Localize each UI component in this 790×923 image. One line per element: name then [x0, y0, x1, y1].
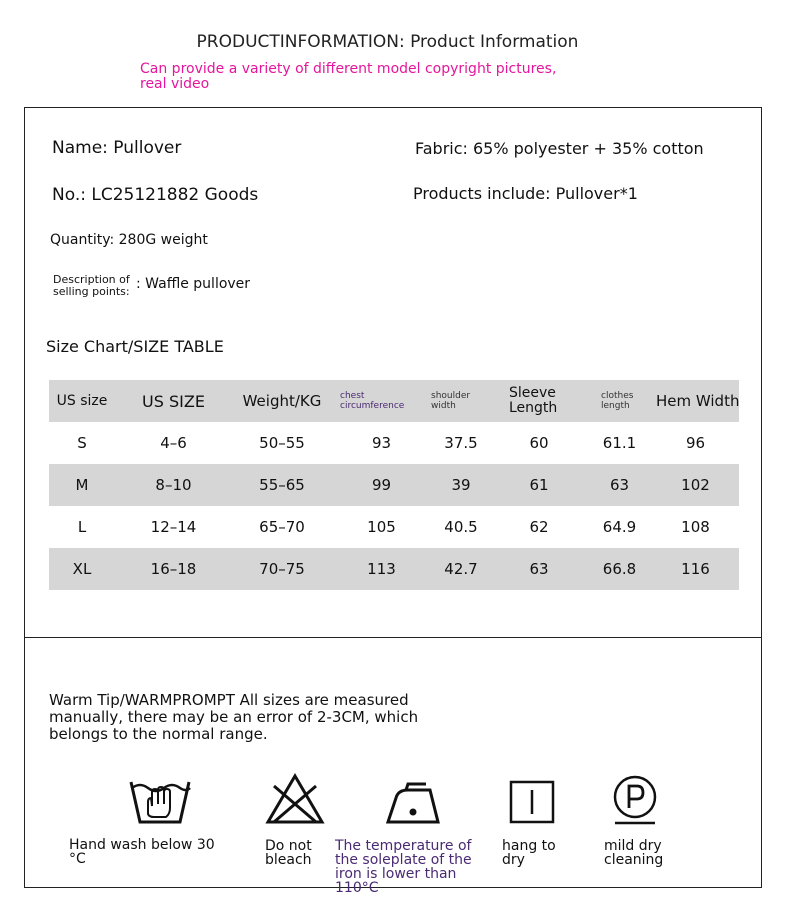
size-table [49, 380, 739, 590]
column-header: chest circumference [332, 380, 431, 422]
table-row [49, 548, 739, 590]
table-cell: 105 [367, 518, 396, 536]
column-header: Sleeve Length [491, 380, 587, 422]
table-cell: 42.7 [431, 548, 491, 590]
table-cell: 102 [652, 464, 739, 506]
warm-tip-note: Warm Tip/WARMPROMPT All sizes are measured manually, there may be an error of 2-3CM, which belongs to the normal range. [49, 691, 419, 743]
product-name: Name: Pullover [52, 138, 182, 158]
table-cell: 63 [491, 548, 587, 590]
selling-points-label-line-1: Description of [53, 273, 130, 286]
page-subtitle: Can provide a variety of different model copyright pictures, real video [140, 61, 557, 92]
hang-dry-icon [509, 780, 555, 824]
iron-low-icon [386, 782, 442, 826]
selling-points-value: : Waffle pullover [136, 276, 251, 292]
table-cell: 40.5 [444, 518, 478, 536]
table-cell: 61.1 [602, 434, 637, 452]
product-fabric: Fabric: 65% polyester + 35% cotton [415, 139, 704, 158]
table-row [49, 422, 739, 464]
dry-clean-icon [612, 774, 658, 826]
table-cell: 8–10 [115, 464, 232, 506]
table-cell: XL [49, 548, 115, 590]
table-cell: 39 [431, 464, 491, 506]
selling-points-label [53, 274, 130, 298]
selling-points-label-line-2: selling points: [53, 285, 130, 298]
table-cell: L [77, 518, 87, 536]
table-cell: S [77, 434, 87, 452]
column-header: Hem Width [652, 380, 739, 422]
table-cell: 70–75 [232, 548, 332, 590]
table-cell: 96 [685, 434, 706, 452]
product-quantity: Quantity: 280G weight [50, 232, 208, 248]
table-cell: 65–70 [259, 518, 305, 536]
table-cell: 93 [371, 434, 392, 452]
table-cell: 12–14 [150, 518, 197, 536]
care-label-iron: The temperature of the soleplate of the iron is lower than 110°C [335, 838, 472, 896]
table-cell: 37.5 [444, 434, 478, 452]
column-header: US SIZE [115, 380, 232, 422]
table-cell: 66.8 [587, 548, 652, 590]
care-label-hand-wash: Hand wash below 30 °C [69, 837, 215, 867]
table-row [49, 464, 739, 506]
hand-wash-icon [128, 774, 192, 826]
care-label-dry-clean: mild dry cleaning [604, 838, 664, 868]
table-cell: 4–6 [160, 434, 187, 452]
table-header-row [49, 380, 739, 422]
do-not-bleach-icon [264, 772, 326, 826]
page-title: PRODUCTINFORMATION: Product Information [196, 32, 579, 52]
table-cell: 16–18 [115, 548, 232, 590]
table-cell: 61 [491, 464, 587, 506]
table-cell: 60 [529, 434, 549, 452]
table-cell: 99 [332, 464, 431, 506]
table-cell: 108 [681, 518, 710, 536]
table-cell: 64.9 [602, 518, 637, 536]
column-header: US size [49, 380, 115, 422]
column-header: Weight/KG [232, 380, 332, 422]
table-cell: 55–65 [232, 464, 332, 506]
table-cell: 62 [529, 518, 549, 536]
care-label-hang-dry: hang to dry [502, 838, 556, 868]
column-header: shoulder width [431, 380, 491, 422]
size-chart-heading: Size Chart/SIZE TABLE [46, 337, 224, 356]
table-cell: 63 [587, 464, 652, 506]
table-cell: 116 [652, 548, 739, 590]
product-includes: Products include: Pullover*1 [413, 184, 638, 203]
table-cell: M [49, 464, 115, 506]
column-header: clothes length [587, 380, 652, 422]
table-cell: 50–55 [259, 434, 305, 452]
table-cell: 113 [332, 548, 431, 590]
product-number: No.: LC25121882 Goods [52, 185, 259, 205]
table-row [49, 506, 739, 548]
care-label-bleach: Do not bleach [265, 838, 312, 868]
